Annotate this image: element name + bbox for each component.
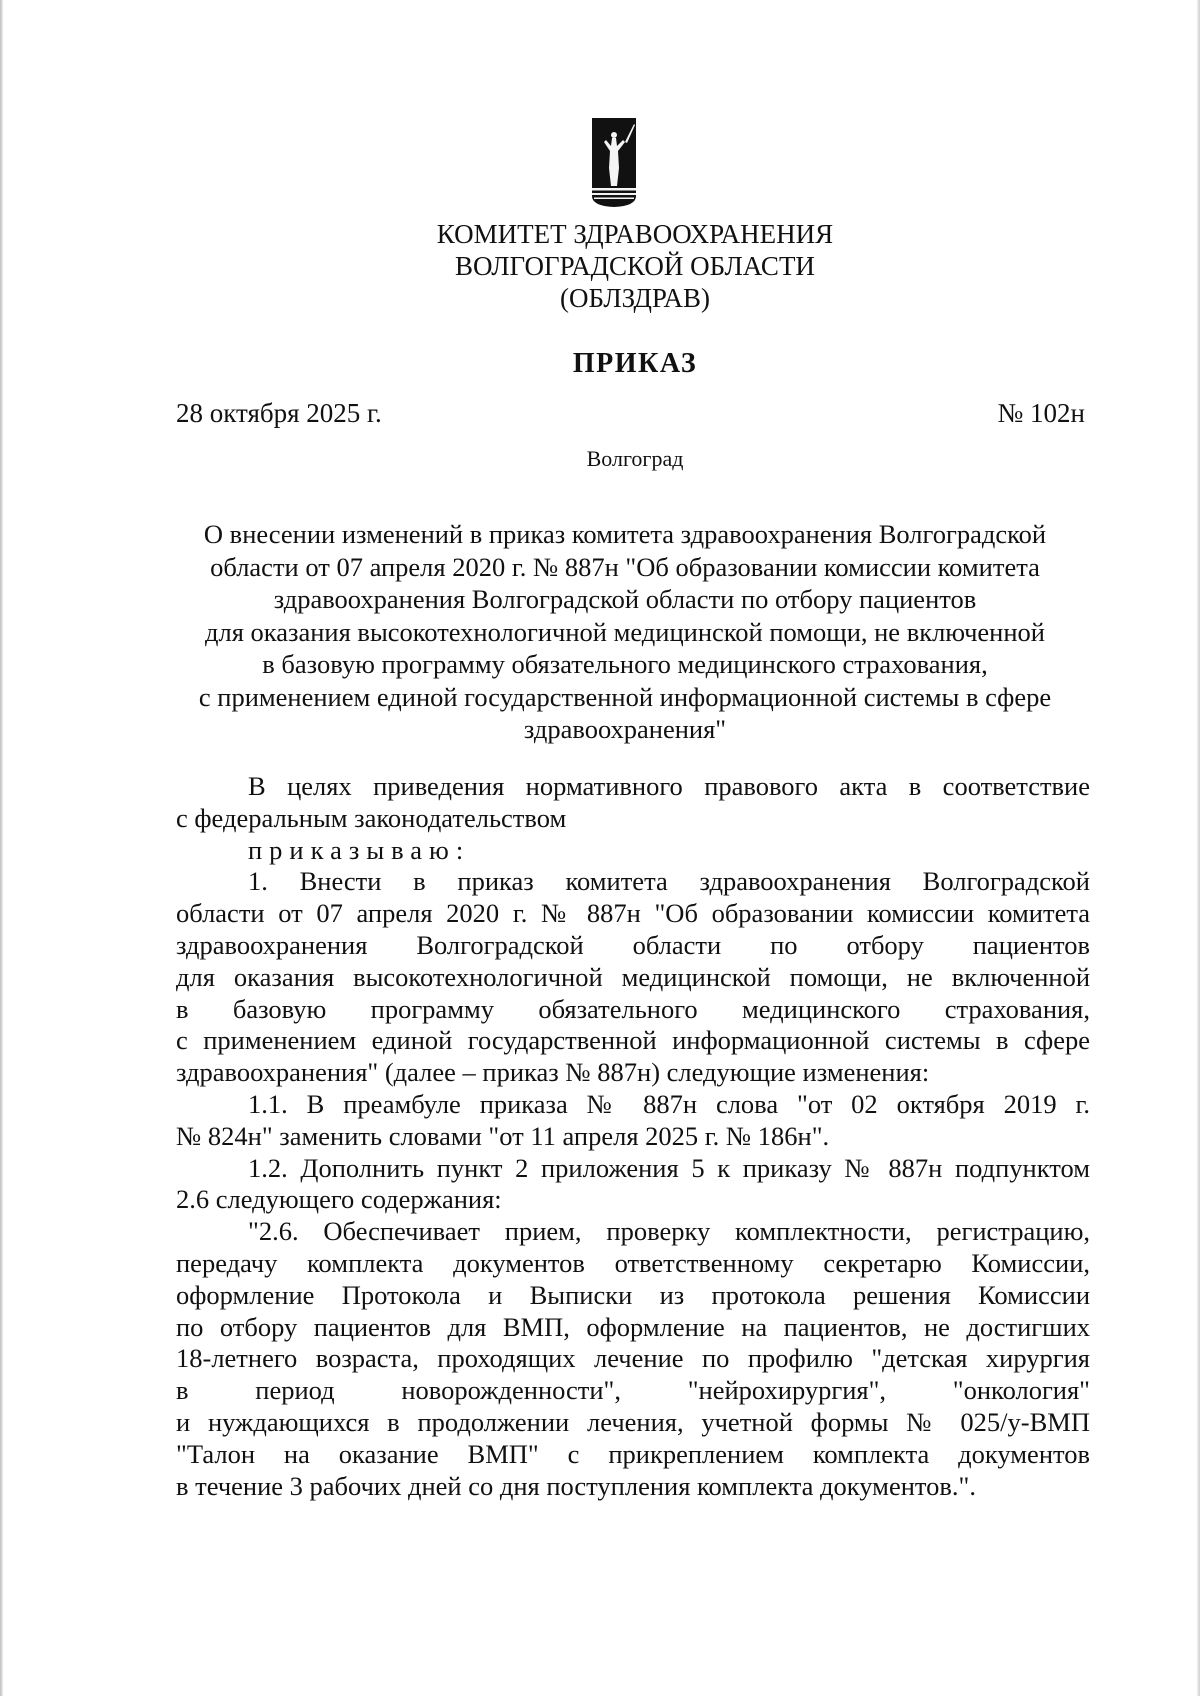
document-title <box>160 518 1090 746</box>
item-2-6-line: 18-летнего возраста, проходящих лечение по профилю "детская хирургия <box>176 1343 1090 1374</box>
document-number: № 102н <box>997 398 1085 428</box>
title-line: в базовую программу обязательного медицинского страхования, <box>262 649 988 679</box>
order-word: приказываю: <box>248 834 471 865</box>
document-date: 28 октября 2025 г. <box>176 398 382 428</box>
preamble-line: В целях приведения нормативного правового акта в соответствие <box>248 771 1090 801</box>
item-2-6-line: и нуждающихся в продолжении лечения, учетной формы № 025/у-ВМП <box>176 1406 1090 1437</box>
title-line: О внесении изменений в приказ комитета здравоохранения Волгоградской <box>203 519 1047 549</box>
item-2-6-line: передачу комплекта документов ответственному секретарю Комиссии, <box>176 1247 1090 1278</box>
title-line: области от 07 апреля 2020 г. № 887н "Об образовании комиссии комитета <box>210 551 1040 582</box>
title-line: с применением единой государственной информационной системы в сфере <box>198 681 1052 712</box>
item-2-6-line: в течение 3 рабочих дней со дня поступления комплекта документов.". <box>176 1470 976 1501</box>
organization-header <box>0 218 1200 314</box>
document-type: ПРИКАЗ <box>572 348 698 379</box>
item-1-2-line: 1.2. Дополнить пункт 2 приложения 5 к приказу № 887н подпунктом <box>248 1152 1090 1183</box>
item-1-line: области от 07 апреля 2020 г. № 887н "Об образовании комиссии комитета <box>176 898 1090 929</box>
preamble-line: с федеральным законодательством <box>176 802 567 833</box>
org-name-line-1: КОМИТЕТ ЗДРАВООХРАНЕНИЯ <box>436 219 834 249</box>
item-1-line: в базовую программу обязательного медицинского страхования, <box>176 993 1090 1024</box>
document-body <box>176 771 1090 1502</box>
title-line: здравоохранения Волгоградской области по отбору пациентов <box>273 584 977 614</box>
item-2-6-line: "2.6. Обеспечивает прием, проверку комплектности, регистрацию, <box>248 1216 1090 1247</box>
item-2-6-line: "Талон на оказание ВМП" с прикреплением комплекта документов <box>176 1438 1090 1469</box>
document-city: Волгоград <box>586 446 684 471</box>
title-line: для оказания высокотехнологичной медицинской помощи, не включенной <box>205 616 1045 647</box>
org-name-line-2: ВОЛГОГРАДСКОЙ ОБЛАСТИ <box>455 251 815 281</box>
org-name-line-3: (ОБЛЗДРАВ) <box>560 283 710 313</box>
item-1-1-line: № 824н" заменить словами "от 11 апреля 2025 г. № 186н". <box>176 1120 830 1151</box>
item-1-line: здравоохранения" (далее – приказ № 887н) следующие изменения: <box>176 1057 930 1088</box>
item-1-line: с применением единой государственной информационной системы в сфере <box>176 1025 1090 1056</box>
item-1-1-line: 1.1. В преамбуле приказа № 887н слова "от 02 октября 2019 г. <box>248 1088 1090 1119</box>
item-1-2-line: 2.6 следующего содержания: <box>176 1184 502 1215</box>
item-1-line: для оказания высокотехнологичной медицинской помощи, не включенной <box>176 961 1090 992</box>
coat-of-arms-icon <box>590 116 638 209</box>
item-2-6-line: в период новорожденности", "нейрохирургия", "онкология" <box>176 1375 1090 1406</box>
item-1-line: 1. Внести в приказ комитета здравоохранения Волгоградской <box>248 866 1090 897</box>
item-1-line: здравоохранения Волгоградской области по отбору пациентов <box>176 929 1090 960</box>
title-line: здравоохранения" <box>523 714 727 744</box>
item-2-6-line: по отбору пациентов для ВМП, оформление на пациентов, не достигших <box>176 1311 1090 1342</box>
item-2-6-line: оформление Протокола и Выписки из протокола решения Комиссии <box>176 1279 1090 1310</box>
